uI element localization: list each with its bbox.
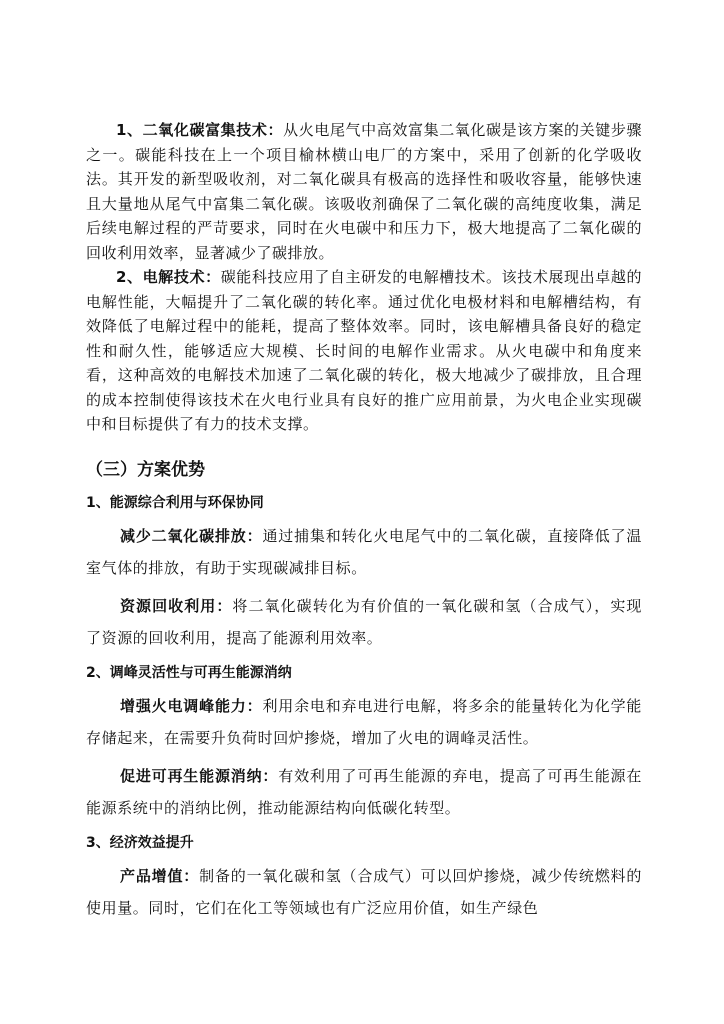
subsection-3-title: 3、经济效益提升 xyxy=(86,835,194,851)
tech2-paragraph xyxy=(86,265,642,437)
sub1-p2-body: 将二氧化碳转化为有价值的一氧化碳和氢（合成气），实现了资源的回收利用，提高了能源利用效率。 xyxy=(86,597,642,647)
sub1-p1-body: 通过捕集和转化火电尾气中的二氧化碳，直接降低了温室气体的排放，有助于实现碳减排目标。 xyxy=(86,527,643,577)
sub1-p1-head: 减少二氧化碳排放： xyxy=(120,527,263,545)
tech1-block xyxy=(86,118,642,265)
sub1-p2-head: 资源回收利用： xyxy=(120,597,233,615)
section-title: （三）方案优势 xyxy=(86,460,205,480)
sub2-paragraph-1 xyxy=(86,690,642,754)
tech1-heading: 1、二氧化碳富集技术： xyxy=(116,121,284,139)
sub2-p1-body: 利用余电和弃电进行电解，将多余的能量转化为化学能存储起来，在需要升负荷时回炉掺烧，增加了火电的调峰灵活性。 xyxy=(86,697,643,747)
tech2-body: 碳能科技应用了自主研发的电解槽技术。该技术展现出卓越的电解性能，大幅提升了二氧化碳的转化率。通过优化电极材料和电解槽结构，有效降低了电解过程中的能耗，提高了整体效率。同时，该电解槽具备良好的稳定性和耐久性，能够适应大规模、长时间的电解作业需求。从火电碳中和角度来看，这种高效的电解技术加速了二氧化碳的转化，极大地减少了碳排放，且合理的成本控制使得该技术在火电行业具有良好的推广应用前景，为火电企业实现碳中和目标提供了有力的技术支撑。 xyxy=(86,268,642,433)
sub1-paragraph-2 xyxy=(86,590,642,654)
subsection-1-title: 1、能源综合利用与环保协同 xyxy=(86,495,264,511)
subsection-2-title: 2、调峰灵活性与可再生能源消纳 xyxy=(86,665,292,681)
sub3-paragraph-1 xyxy=(86,860,642,924)
tech2-heading: 2、电解技术： xyxy=(116,268,221,286)
sub2-p2-body: 有效利用了可再生能源的弃电，提高了可再生能源在能源系统中的消纳比例，推动能源结构向低碳化转型。 xyxy=(86,767,642,817)
sub3-p1-body: 制备的一氧化碳和氢（合成气）可以回炉掺烧，减少传统燃料的使用量。同时，它们在化工等领域也有广泛应用价值，如生产绿色 xyxy=(86,867,642,917)
sub1-paragraph-1 xyxy=(86,520,642,584)
sub2-p1-head: 增强火电调峰能力： xyxy=(120,697,263,715)
sub2-p2-head: 促进可再生能源消纳： xyxy=(120,767,279,785)
sub2-paragraph-2 xyxy=(86,760,642,824)
tech1-paragraph xyxy=(86,118,642,265)
sub3-p1-head: 产品增值： xyxy=(120,867,200,885)
tech2-block xyxy=(86,265,642,437)
tech1-body: 从火电尾气中高效富集二氧化碳是该方案的关键步骤之一。碳能科技在上一个项目榆林横山电厂的方案中，采用了创新的化学吸收法。其开发的新型吸收剂，对二氧化碳具有极高的选择性和吸收容量，能够快速且大量地从尾气中富集二氧化碳。该吸收剂确保了二氧化碳的高纯度收集，满足后续电解过程的严苛要求，同时在火电碳中和压力下，极大地提高了二氧化碳的回收利用效率，显著减少了碳排放。 xyxy=(86,121,642,262)
